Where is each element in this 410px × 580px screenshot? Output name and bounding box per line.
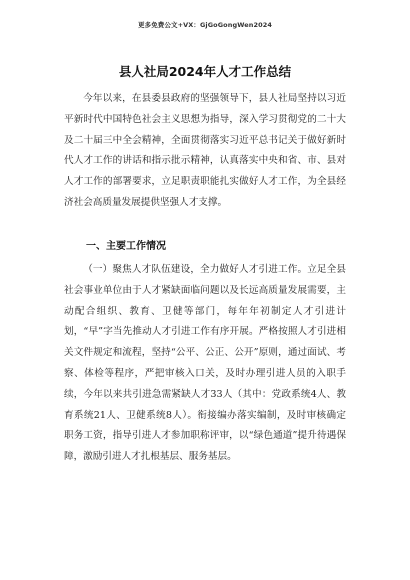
document-title: 县人社局2024年人才工作总结 bbox=[118, 64, 292, 79]
header-watermark: 更多免费公文+VX：GjGoGongWen2024 bbox=[138, 21, 272, 29]
intro-paragraph bbox=[64, 89, 346, 214]
section-paragraph-text: （一）聚焦人才队伍建设，全力做好人才引进工作。立足全县社会事业单位由于人才紧缺面临问题以及长远高质量发展需要，主动配合组织、教育、卫健等部门，每年年初制定人才引进计划，“早”字当先推动人才引进工作有序开展。严格按照人才引进相关文件规定和流程，坚持“公平、公正、公开”原则，通过面试、考察、体检等程序，严把审核入口关，及时办理引进人员的入职手续，今年以来共引进急需紧缺人才33人（其中：党政系统4人、教育系统21人、卫健系统8人）。衔接编办落实编制，及时审核确定职务工资，指导引进人才参加职称评审，以“绿色通道”提升待遇保障，激励引进人才扎根基层、服务基层。 bbox=[64, 264, 346, 463]
section-heading: 一、主要工作情况 bbox=[86, 241, 166, 252]
intro-text: 今年以来，在县委县政府的坚强领导下，县人社局坚持以习近平新时代中国特色社会主义思想为指导，深入学习贯彻党的二十大及二十届三中全会精神，全面贯彻落实习近平总书记关于做好新时代人才工作的讲话和指示批示精神，认真落实中央和省、市、县对人才工作的部署要求，立足职责职能扎实做好人才工作，为全县经济社会高质量发展提供坚强人才支撑。 bbox=[64, 93, 346, 208]
section-paragraph bbox=[64, 260, 346, 468]
